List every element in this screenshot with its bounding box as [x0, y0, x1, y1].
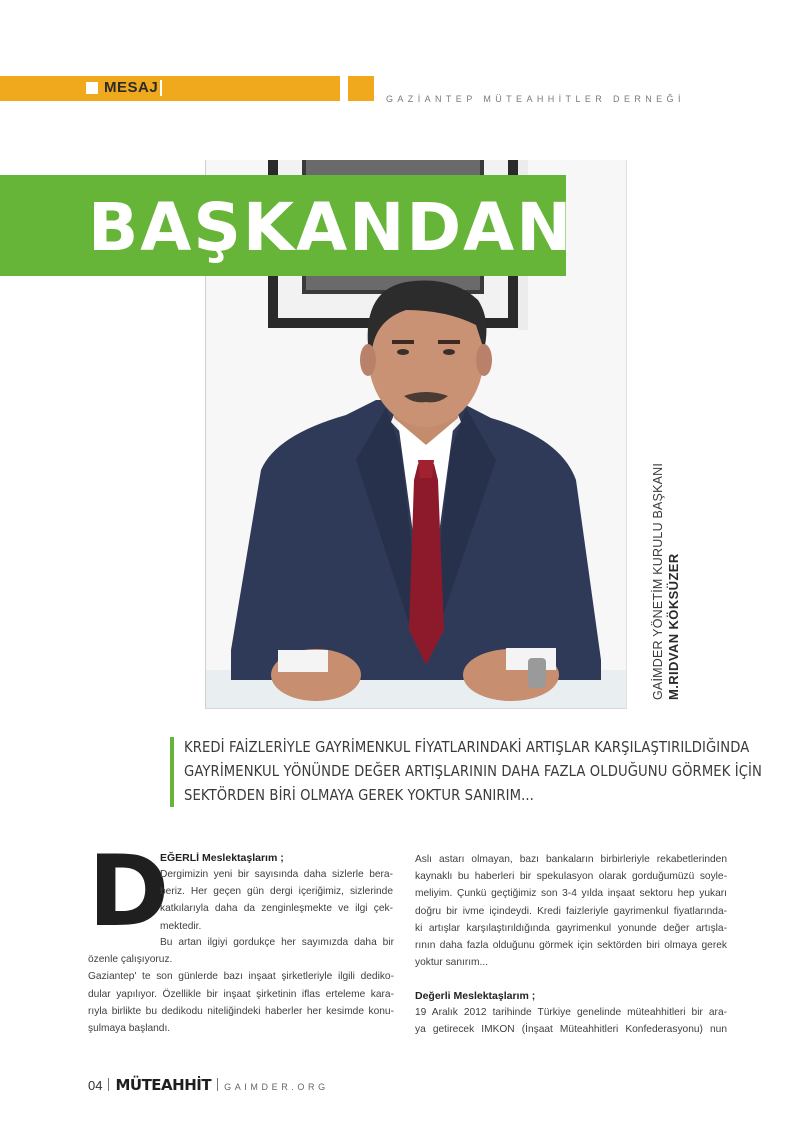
- body-line: dular yapılıyor. Özellikle bir inşaat şirketinin iflas erteleme kara-: [88, 988, 394, 1000]
- body-line: Bu artan ilgiyi gordukçe her sayımızda daha bir: [160, 937, 394, 948]
- section-square-icon: [86, 82, 98, 94]
- quote-line: GAYRİMENKUL YÖNÜNDE DEĞER ARTIŞLARININ DAHA FAZLA OLDUĞUNU GÖRMEK İÇİN: [184, 762, 762, 780]
- footer-divider: [217, 1078, 218, 1091]
- website: GAIMDER.ORG: [224, 1082, 329, 1092]
- body-line: meliyim. Çunkü geçtiğimiz son 3-4 yılda inşaat sektoru hep yukarı: [415, 888, 727, 900]
- page-number: 04: [88, 1078, 103, 1093]
- section-label: MESAJ: [104, 79, 159, 96]
- pull-quote: [184, 735, 762, 807]
- association-name: GAZİANTEP MÜTEAHHİTLER DERNEĞİ: [386, 94, 685, 104]
- page-title: BAŞKANDAN: [88, 189, 574, 266]
- body-line: katkılarıyla daha da zenginleşmekte ve ilgi çek-: [160, 903, 393, 915]
- body-line: özenle çalışıyoruz.: [88, 954, 173, 966]
- body-line: ya getirecek IMKON (İnşaat Müteahhitleri Konfederasyonu) nun: [415, 1024, 727, 1036]
- col2-paragraph-a: [415, 851, 727, 971]
- body-line: ki artışlar karşılaştırıldığında gayrimenkul yonunde değer artışla-: [415, 922, 727, 934]
- header-divider: [160, 80, 162, 96]
- col2-heading: Değerli Meslektaşlarım ;: [415, 990, 536, 1002]
- caption-name: M.RIDVAN KÖKSÜZER: [666, 553, 681, 700]
- body-line: rıyla birlikte bu dedikodu niteliğindeki haberler her kesimde konu-: [88, 1005, 394, 1017]
- footer: [88, 1076, 329, 1094]
- caption-role: GAİMDER YÖNETİM KURULU BAŞKANI: [651, 462, 665, 700]
- body-line: rının daha fazla olduğunu görmek için sektörden biri olmaya gerek: [415, 940, 727, 952]
- quote-bar: [170, 737, 174, 807]
- quote-line: KREDİ FAİZLERİYLE GAYRİMENKUL FİYATLARINDAKİ ARTIŞLAR KARŞILAŞTIRILDIĞINDA: [184, 738, 750, 756]
- body-line: yoktur sanırım...: [415, 957, 489, 969]
- footer-divider: [108, 1078, 109, 1091]
- body-line: kaynaklı bu haberleri bir spekulasyon olarak gorduğumüzü soyle-: [415, 871, 727, 883]
- col2-paragraph-b: [415, 1004, 727, 1038]
- col1-paragraph-a: [160, 866, 393, 935]
- body-line: beriz. Her geçen gün dergi içeriğimiz, sizlerinde: [160, 886, 393, 898]
- body-line: doğru bir ivme içindeydi. Kredi faizleriyle gayrimenkul fiyatlarında-: [415, 905, 727, 917]
- magazine-logo: MÜTEAHHİT: [115, 1076, 212, 1094]
- body-line: 19 Aralık 2012 tarihinde Türkiye genelinde müteahhitleri bir ara-: [415, 1007, 727, 1018]
- body-line: Gaziantep' te son günlerde bazı inşaat şirketleriyle ilgili dediko-: [88, 971, 394, 983]
- body-line: mektedir.: [160, 920, 202, 932]
- body-line: Dergimizin yeni bir sayısında daha sizlerle bera-: [160, 869, 393, 880]
- col1-heading: EĞERLİ Meslektaşlarım ;: [160, 852, 284, 864]
- header-bar-accent: [348, 76, 374, 101]
- col1-paragraph-b: [88, 934, 394, 1037]
- drop-cap: D: [88, 835, 170, 949]
- body-line: şulmaya başlandı.: [88, 1023, 171, 1035]
- header-bar: [0, 76, 340, 101]
- quote-line: SEKTÖRDEN BİRİ OLMAYA GEREK YOKTUR SANIRIM...: [184, 786, 534, 804]
- body-line: Aslı astarı olmayan, bazı bankaların birbirleriyle rekabetlerinden: [415, 854, 727, 865]
